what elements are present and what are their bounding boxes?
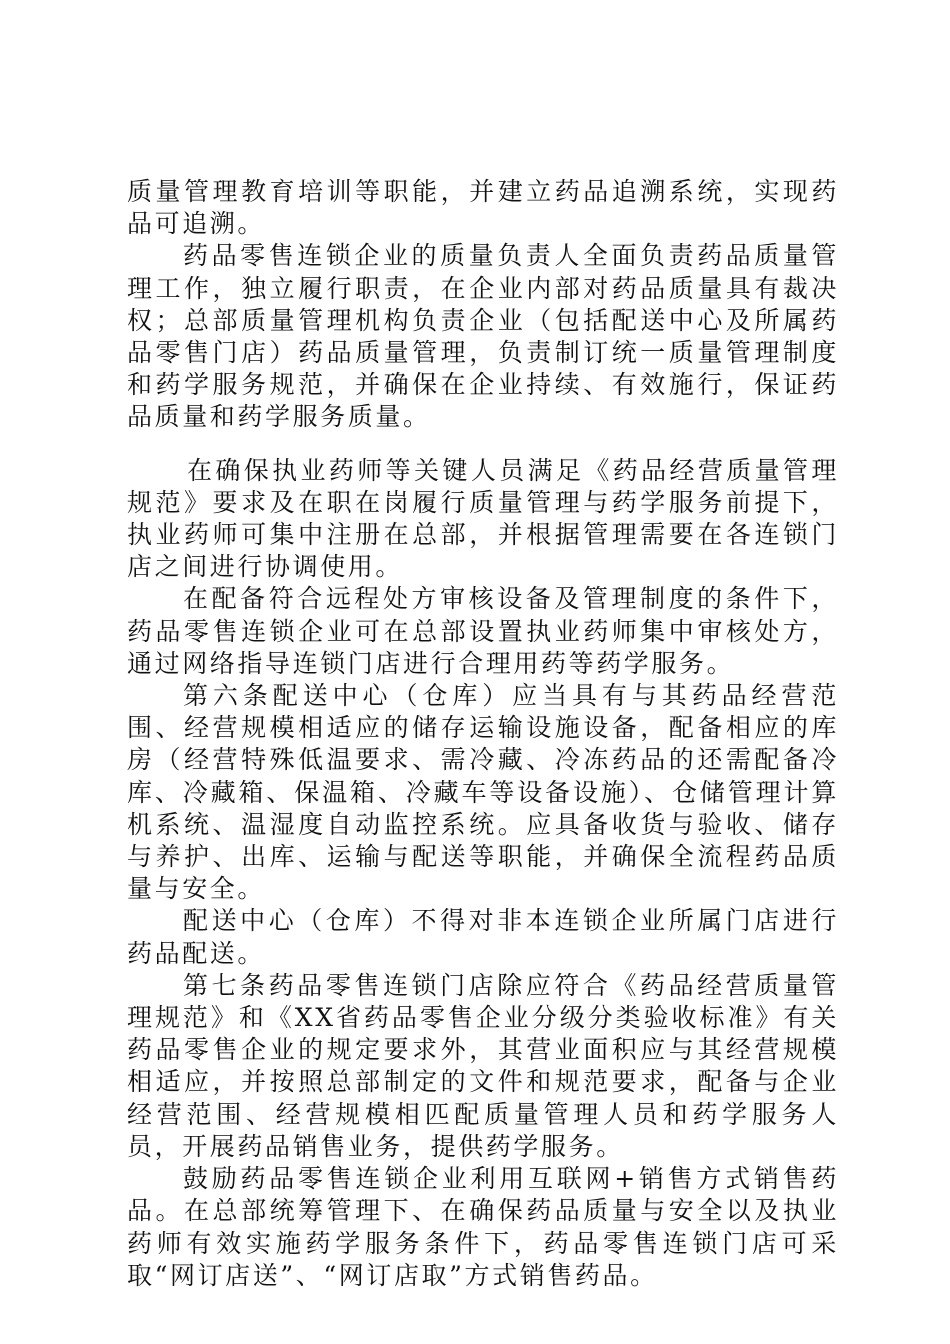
document-body: [127, 176, 839, 1292]
paragraph-continuation: 质量管理教育培训等职能，并建立药品追溯系统，实现药品可追溯。: [127, 177, 839, 239]
paragraph-internet-sales: 鼓励药品零售连锁企业利用互联网+销售方式销售药品。在总部统筹管理下、在确保药品质量与安全以及执业药师有效实施药学服务条件下，药品零售连锁门店可采取“网订店送”、“网订店取”方式销售药品。: [127, 1164, 839, 1290]
paragraph-remote-prescription-review: 在配备符合远程处方审核设备及管理制度的条件下，药品零售连锁企业可在总部设置执业药师集中审核处方，通过网络指导连锁门店进行合理用药等药学服务。: [127, 584, 839, 678]
paragraph-distribution-restriction: 配送中心（仓库）不得对非本连锁企业所属门店进行药品配送。: [127, 906, 839, 968]
paragraph-article-six: 第六条配送中心（仓库）应当具有与其药品经营范围、经营规模相适应的储存运输设施设备，配备相应的库房（经营特殊低温要求、需冷藏、冷冻药品的还需配备冷库、冷藏箱、保温箱、冷藏车等设备设施）、仓储管理计算机系统、温湿度自动监控系统。应具备收货与验收、储存与养护、出库、运输与配送等职能，并确保全流程药品质量与安全。: [127, 681, 839, 904]
paragraph-quality-responsibility: 药品零售连锁企业的质量负责人全面负责药品质量管理工作，独立履行职责，在企业内部对药品质量具有裁决权；总部质量管理机构负责企业（包括配送中心及所属药品零售门店）药品质量管理，负责制订统一质量管理制度和药学服务规范，并确保在企业持续、有效施行，保证药品质量和药学服务质量。: [127, 241, 839, 432]
paragraph-article-seven: 第七条药品零售连锁门店除应符合《药品经营质量管理规范》和《XX省药品零售企业分级分类验收标准》有关药品零售企业的规定要求外，其营业面积应与其经营规模相适应，并按照总部制定的文件和规范要求，配备与企业经营范围、经营规模相匹配质量管理人员和药学服务人员，开展药品销售业务，提供药学服务。: [127, 970, 839, 1161]
paragraph-licensed-pharmacist-registration: 在确保执业药师等关键人员满足《药品经营质量管理规范》要求及在职在岗履行质量管理与药学服务前提下，执业药师可集中注册在总部，并根据管理需要在各连锁门店之间进行协调使用。: [127, 455, 839, 582]
